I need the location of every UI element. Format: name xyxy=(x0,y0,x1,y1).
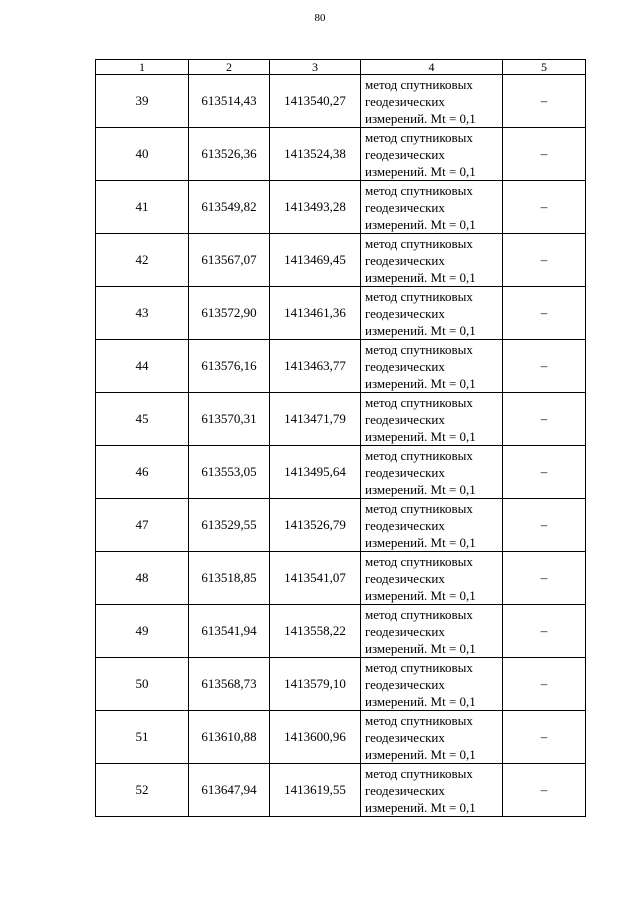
method-line: измерений. Mt = 0,1 xyxy=(365,216,476,232)
method-line: измерений. Mt = 0,1 xyxy=(365,587,476,603)
dash-cell: – xyxy=(503,764,586,817)
point-number-cell: 49 xyxy=(96,605,189,658)
method-cell xyxy=(361,446,503,499)
method-line: метод спутниковых xyxy=(365,553,473,569)
point-number-cell: 45 xyxy=(96,393,189,446)
point-number-cell: 51 xyxy=(96,711,189,764)
dash-cell: – xyxy=(503,393,586,446)
method-line: геодезических xyxy=(365,411,445,427)
y-coordinate-cell: 1413558,22 xyxy=(270,605,361,658)
dash-cell: – xyxy=(503,75,586,128)
y-coordinate-cell: 1413579,10 xyxy=(270,658,361,711)
dash-cell: – xyxy=(503,340,586,393)
y-coordinate-cell: 1413463,77 xyxy=(270,340,361,393)
table-row xyxy=(96,181,586,234)
method-line: измерений. Mt = 0,1 xyxy=(365,799,476,815)
y-coordinate-cell: 1413493,28 xyxy=(270,181,361,234)
x-coordinate-cell: 613576,16 xyxy=(189,340,270,393)
method-cell xyxy=(361,393,503,446)
method-cell xyxy=(361,128,503,181)
x-coordinate-cell: 613518,85 xyxy=(189,552,270,605)
method-line: измерений. Mt = 0,1 xyxy=(365,481,476,497)
method-cell xyxy=(361,764,503,817)
x-coordinate-cell: 613610,88 xyxy=(189,711,270,764)
method-line: геодезических xyxy=(365,146,445,162)
table-row xyxy=(96,552,586,605)
coordinates-table xyxy=(95,59,586,817)
method-line: метод спутниковых xyxy=(365,76,473,92)
method-cell xyxy=(361,711,503,764)
dash-cell: – xyxy=(503,128,586,181)
method-line: измерений. Mt = 0,1 xyxy=(365,110,476,126)
x-coordinate-cell: 613570,31 xyxy=(189,393,270,446)
x-coordinate-cell: 613529,55 xyxy=(189,499,270,552)
y-coordinate-cell: 1413600,96 xyxy=(270,711,361,764)
table-row xyxy=(96,499,586,552)
point-number-cell: 44 xyxy=(96,340,189,393)
page-number: 80 xyxy=(314,12,326,24)
table-row xyxy=(96,764,586,817)
method-line: геодезических xyxy=(365,570,445,586)
dash-cell: – xyxy=(503,499,586,552)
x-coordinate-cell: 613568,73 xyxy=(189,658,270,711)
method-line: метод спутниковых xyxy=(365,129,473,145)
y-coordinate-cell: 1413541,07 xyxy=(270,552,361,605)
method-line: измерений. Mt = 0,1 xyxy=(365,693,476,709)
dash-cell: – xyxy=(503,711,586,764)
method-line: измерений. Mt = 0,1 xyxy=(365,428,476,444)
method-line: геодезических xyxy=(365,517,445,533)
dash-cell: – xyxy=(503,552,586,605)
method-line: геодезических xyxy=(365,676,445,692)
dash-cell: – xyxy=(503,234,586,287)
point-number-cell: 42 xyxy=(96,234,189,287)
method-line: измерений. Mt = 0,1 xyxy=(365,534,476,550)
method-cell xyxy=(361,234,503,287)
table-row xyxy=(96,446,586,499)
table-row xyxy=(96,658,586,711)
method-line: геодезических xyxy=(365,623,445,639)
y-coordinate-cell: 1413495,64 xyxy=(270,446,361,499)
method-line: метод спутниковых xyxy=(365,765,473,781)
method-line: геодезических xyxy=(365,252,445,268)
y-coordinate-cell: 1413469,45 xyxy=(270,234,361,287)
point-number-cell: 47 xyxy=(96,499,189,552)
point-number-cell: 41 xyxy=(96,181,189,234)
table-row xyxy=(96,75,586,128)
method-line: измерений. Mt = 0,1 xyxy=(365,269,476,285)
point-number-cell: 46 xyxy=(96,446,189,499)
point-number-cell: 52 xyxy=(96,764,189,817)
x-coordinate-cell: 613647,94 xyxy=(189,764,270,817)
method-line: метод спутниковых xyxy=(365,659,473,675)
method-line: геодезических xyxy=(365,305,445,321)
method-line: измерений. Mt = 0,1 xyxy=(365,746,476,762)
table-row xyxy=(96,128,586,181)
x-coordinate-cell: 613526,36 xyxy=(189,128,270,181)
y-coordinate-cell: 1413540,27 xyxy=(270,75,361,128)
y-coordinate-cell: 1413524,38 xyxy=(270,128,361,181)
dash-cell: – xyxy=(503,287,586,340)
method-line: геодезических xyxy=(365,782,445,798)
table-row xyxy=(96,234,586,287)
method-line: метод спутниковых xyxy=(365,235,473,251)
dash-cell: – xyxy=(503,181,586,234)
dash-cell: – xyxy=(503,658,586,711)
table-row xyxy=(96,393,586,446)
dash-cell: – xyxy=(503,605,586,658)
method-line: метод спутниковых xyxy=(365,341,473,357)
point-number-cell: 40 xyxy=(96,128,189,181)
header-cell: 2 xyxy=(189,60,270,75)
table-row xyxy=(96,605,586,658)
method-line: метод спутниковых xyxy=(365,712,473,728)
table-body xyxy=(96,75,586,817)
method-line: геодезических xyxy=(365,358,445,374)
y-coordinate-cell: 1413471,79 xyxy=(270,393,361,446)
method-line: геодезических xyxy=(365,199,445,215)
method-line: метод спутниковых xyxy=(365,182,473,198)
point-number-cell: 50 xyxy=(96,658,189,711)
x-coordinate-cell: 613572,90 xyxy=(189,287,270,340)
method-line: измерений. Mt = 0,1 xyxy=(365,640,476,656)
method-line: метод спутниковых xyxy=(365,606,473,622)
method-line: метод спутниковых xyxy=(365,500,473,516)
y-coordinate-cell: 1413461,36 xyxy=(270,287,361,340)
x-coordinate-cell: 613553,05 xyxy=(189,446,270,499)
header-cell: 3 xyxy=(270,60,361,75)
point-number-cell: 48 xyxy=(96,552,189,605)
method-cell xyxy=(361,287,503,340)
y-coordinate-cell: 1413619,55 xyxy=(270,764,361,817)
point-number-cell: 43 xyxy=(96,287,189,340)
method-cell xyxy=(361,181,503,234)
method-cell xyxy=(361,552,503,605)
x-coordinate-cell: 613567,07 xyxy=(189,234,270,287)
table-row xyxy=(96,287,586,340)
header-cell: 5 xyxy=(503,60,586,75)
method-cell xyxy=(361,605,503,658)
table-row xyxy=(96,711,586,764)
dash-cell: – xyxy=(503,446,586,499)
x-coordinate-cell: 613541,94 xyxy=(189,605,270,658)
method-cell xyxy=(361,75,503,128)
method-line: геодезических xyxy=(365,464,445,480)
method-cell xyxy=(361,340,503,393)
header-row xyxy=(96,60,586,75)
method-line: метод спутниковых xyxy=(365,288,473,304)
method-cell xyxy=(361,499,503,552)
method-line: метод спутниковых xyxy=(365,394,473,410)
method-line: геодезических xyxy=(365,729,445,745)
table-row xyxy=(96,340,586,393)
method-line: метод спутниковых xyxy=(365,447,473,463)
header-cell: 1 xyxy=(96,60,189,75)
method-cell xyxy=(361,658,503,711)
point-number-cell: 39 xyxy=(96,75,189,128)
method-line: измерений. Mt = 0,1 xyxy=(365,375,476,391)
x-coordinate-cell: 613549,82 xyxy=(189,181,270,234)
method-line: измерений. Mt = 0,1 xyxy=(365,322,476,338)
header-cell: 4 xyxy=(361,60,503,75)
method-line: геодезических xyxy=(365,93,445,109)
y-coordinate-cell: 1413526,79 xyxy=(270,499,361,552)
method-line: измерений. Mt = 0,1 xyxy=(365,163,476,179)
x-coordinate-cell: 613514,43 xyxy=(189,75,270,128)
